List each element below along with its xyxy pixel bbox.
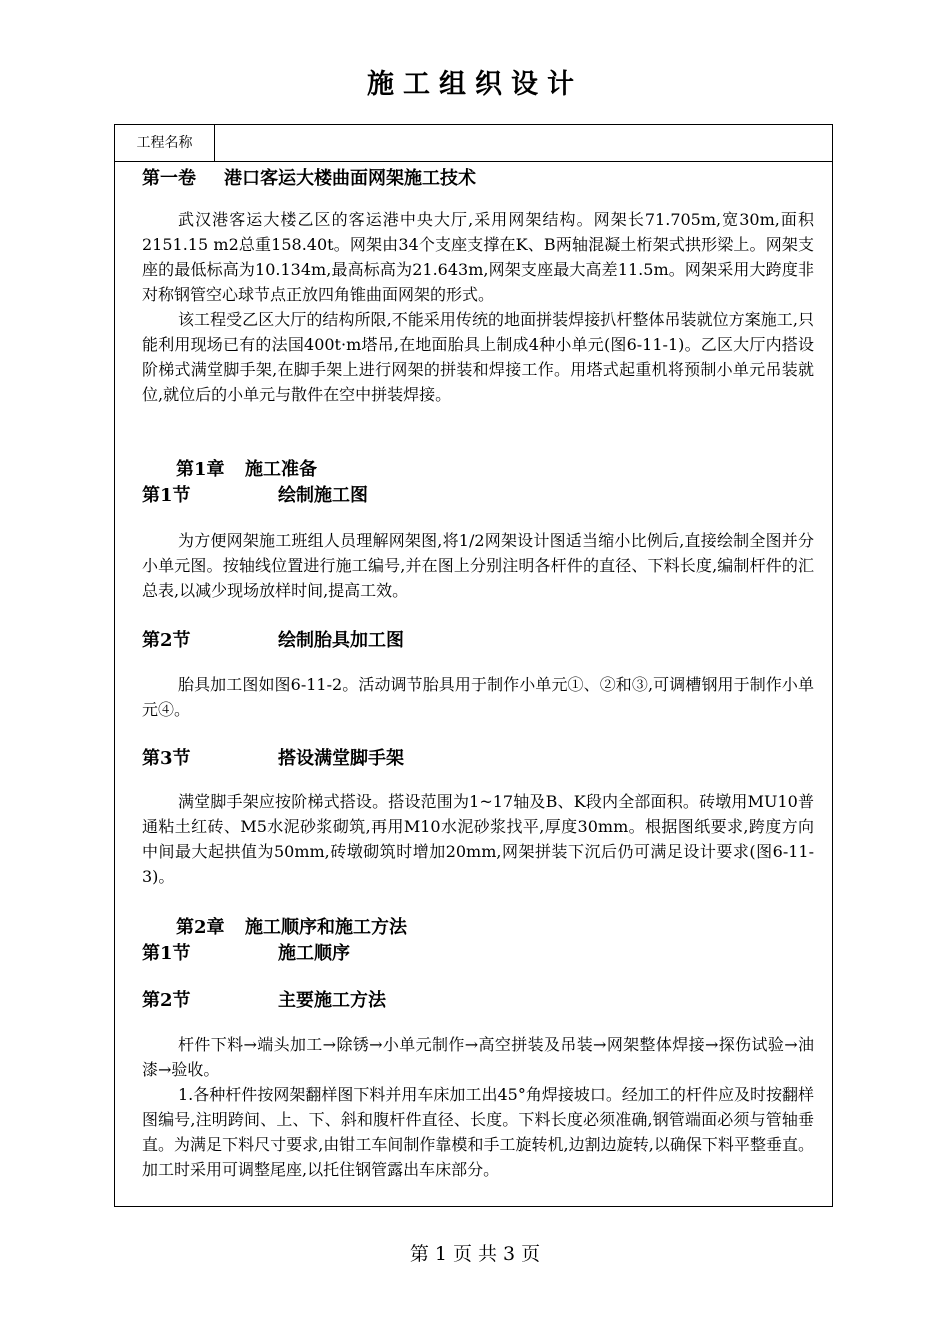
ch1-section-3-label: 第3节: [142, 748, 191, 769]
ch1-section-1-heading: [142, 481, 368, 507]
ch2-section-1-heading: [142, 939, 350, 965]
ch2-section-2-title: 主要施工方法: [278, 990, 386, 1011]
chapter-2-heading: [176, 913, 407, 939]
chapter-2-title: 施工顺序和施工方法: [245, 917, 407, 938]
page-title: 施工组织设计: [367, 69, 583, 100]
ch2-section-2-text-2: 1.各种杆件按网架翻样图下料并用车床加工出45°角焊接坡口。经加工的杆件应及时按翻样图编号,注明跨间、上、下、斜和腹杆件直径、长度。下料长度必须准确,钢管端面必须与管轴垂直。为满足下料尺寸要求,由钳工车间制作靠模和手工旋转机,边割边旋转,以确保下料平整垂直。加工时采用可调整尾座,以托住钢管露出车床部分。: [142, 1085, 814, 1179]
ch1-section-2-title: 绘制胎具加工图: [278, 630, 404, 651]
ch1-section-3-text: 满堂脚手架应按阶梯式搭设。搭设范围为1~17轴及B、K段内全部面积。砖墩用MU10普通粘土红砖、M5水泥砂浆砌筑,再用M10水泥砂浆找平,厚度30mm。根据图纸要求,跨度方向中间最大起拱值为50mm,砖墩砌筑时增加20mm,网架拼装下沉后仍可满足设计要求(图6-11-3)。: [142, 792, 814, 886]
intro-paragraph-1: 武汉港客运大楼乙区的客运港中央大厅,采用网架结构。网架长71.705m,宽30m,面积2151.15 m2总重158.40t。网架由34个支座支撑在K、B两轴混凝土桁架式拱形梁上。网架支座的最低标高为10.134m,最高标高为21.643m,网架支座最大高差11.5m。网架采用大跨度非对称钢管空心球节点正放四角锥曲面网架的形式。: [142, 210, 814, 304]
ch2-section-2-text-1: 杆件下料→端头加工→除锈→小单元制作→高空拼装及吊装→网架整体焊接→探伤试验→油漆→验收。: [142, 1035, 814, 1079]
project-name-value: [216, 125, 832, 161]
chapter-1-label: 第1章: [176, 459, 225, 480]
ch2-section-1-title: 施工顺序: [278, 943, 350, 964]
ch1-section-3-heading: [142, 744, 404, 770]
chapter-1-heading: [176, 455, 317, 481]
ch1-section-2-label: 第2节: [142, 630, 191, 651]
project-name-row: [115, 125, 832, 162]
document-body: [115, 161, 832, 1206]
ch1-section-1-title: 绘制施工图: [278, 485, 368, 506]
chapter-2-label: 第2章: [176, 917, 225, 938]
ch2-section-2-label: 第2节: [142, 990, 191, 1011]
ch2-section-2-heading: [142, 986, 386, 1012]
ch1-section-1-text: 为方便网架施工班组人员理解网架图,将1/2网架设计图适当缩小比例后,直接绘制全图并分小单元图。按轴线位置进行施工编号,并在图上分别注明各杆件的直径、下料长度,编制杆件的汇总表,以减少现场放样时间,提高工效。: [142, 531, 814, 600]
ch1-section-2-text: 胎具加工图如图6-11-2。活动调节胎具用于制作小单元①、②和③,可调槽钢用于制作小单元④。: [142, 675, 814, 719]
ch1-section-2-heading: [142, 626, 404, 652]
volume-title: 港口客运大楼曲面网架施工技术: [224, 168, 476, 189]
page-footer: 第 1 页 共 3 页: [409, 1243, 541, 1265]
intro-paragraph-2: 该工程受乙区大厅的结构所限,不能采用传统的地面拼装焊接扒杆整体吊装就位方案施工,只能利用现场已有的法国400t·m塔吊,在地面胎具上制成4种小单元(图6-11-1)。乙区大厅内搭设阶梯式满堂脚手架,在脚手架上进行网架的拼装和焊接工作。用塔式起重机将预制小单元吊装就位,就位后的小单元与散件在空中拼装焊接。: [142, 310, 814, 404]
project-name-label: 工程名称: [115, 125, 215, 161]
chapter-1-title: 施工准备: [245, 459, 317, 480]
ch1-section-1-label: 第1节: [142, 485, 191, 506]
volume-label: 第一卷: [142, 168, 196, 189]
volume-heading: [142, 164, 476, 190]
document-table: [114, 124, 833, 1207]
ch2-section-1-label: 第1节: [142, 943, 191, 964]
ch1-section-3-title: 搭设满堂脚手架: [278, 748, 404, 769]
